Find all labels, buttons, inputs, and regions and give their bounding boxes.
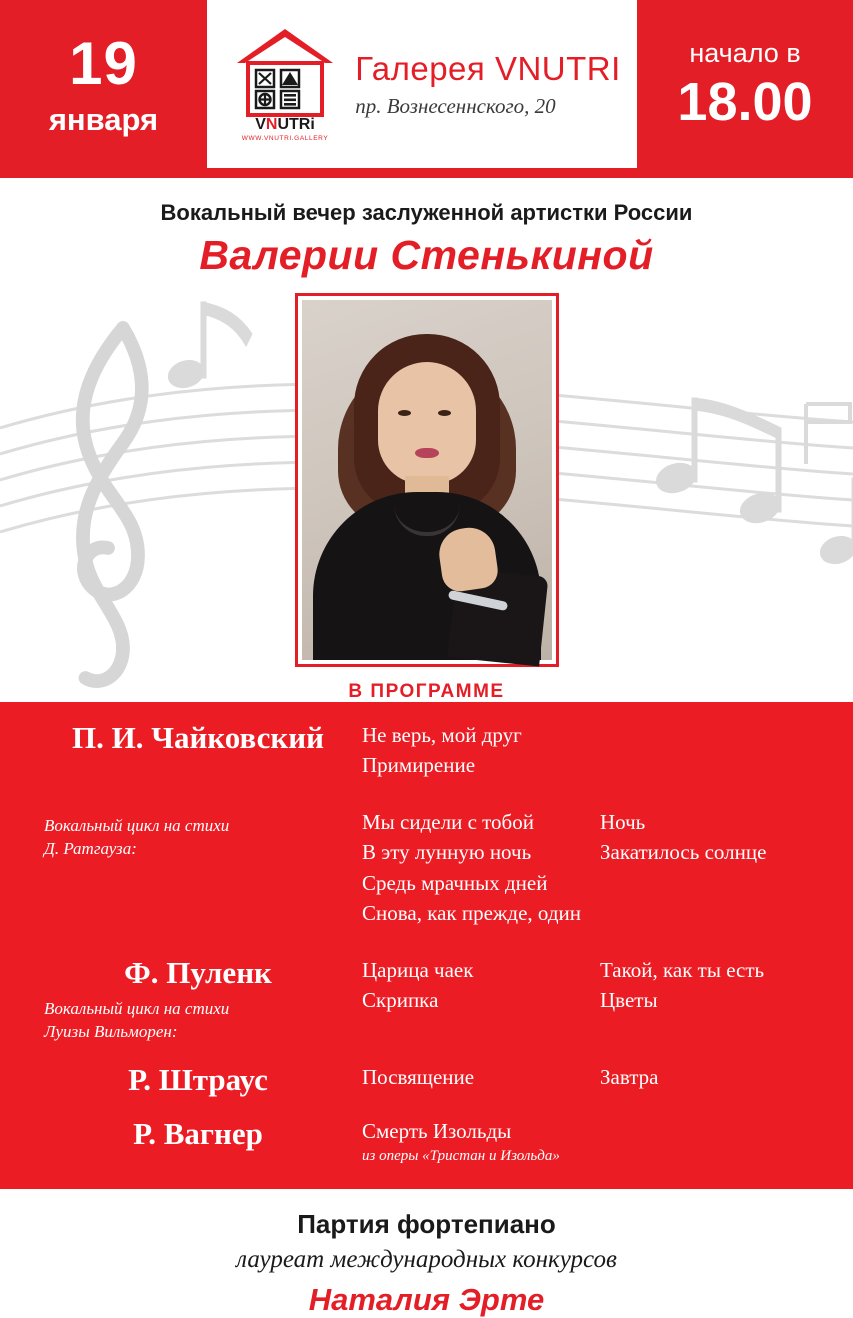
cycle-line: Луизы Вильморен: bbox=[44, 1022, 178, 1042]
composer-name: Р. Вагнер bbox=[133, 1115, 263, 1151]
artist-name: Валерии Стенькиной bbox=[199, 232, 654, 278]
cycle-note bbox=[44, 815, 352, 861]
event-day: 19 bbox=[69, 29, 138, 97]
work-title: Посвящение bbox=[362, 1065, 475, 1090]
program-row bbox=[0, 955, 853, 1045]
composer-name: П. И. Чайковский bbox=[72, 720, 324, 755]
pianist-credentials: лауреат международных конкурсов bbox=[236, 1246, 617, 1274]
venue-name: Галерея VNUTRI bbox=[355, 49, 621, 87]
work-title: Цветы bbox=[600, 988, 658, 1013]
artist-photo bbox=[302, 300, 552, 660]
header-divider bbox=[0, 168, 853, 178]
work-title: Ночь bbox=[600, 809, 646, 834]
start-label: начало в bbox=[689, 37, 801, 68]
start-time: 18.00 bbox=[677, 71, 813, 132]
work-title: Мы сидели с тобой bbox=[362, 809, 534, 834]
cycle-line: Д. Ратгауза: bbox=[44, 838, 137, 858]
event-time-block bbox=[637, 0, 853, 168]
footer-section bbox=[0, 1189, 853, 1318]
work-title: Снова, как прежде, один bbox=[362, 901, 581, 926]
work-title: Не верь, мой друг bbox=[362, 723, 522, 747]
program-row bbox=[0, 720, 853, 781]
venue-address: пр. Вознесеннского, 20 bbox=[355, 93, 556, 118]
cycle-note bbox=[44, 998, 352, 1044]
svg-text:VNUTRi: VNUTRi bbox=[255, 116, 315, 133]
event-month: января bbox=[48, 101, 159, 137]
work-title: Примирение bbox=[362, 753, 476, 778]
intro-section bbox=[0, 178, 853, 702]
cycle-line: Вокальный цикл на стихи bbox=[44, 999, 230, 1019]
pianist-name: Наталия Эрте bbox=[308, 1282, 545, 1318]
work-source-note: из оперы «Тристан и Изольда» bbox=[362, 1148, 560, 1165]
composer-name: Ф. Пуленк bbox=[124, 954, 272, 990]
svg-text:WWW.VNUTRI.GALLERY: WWW.VNUTRI.GALLERY bbox=[241, 135, 329, 142]
program-row bbox=[0, 807, 853, 929]
poster-header bbox=[0, 0, 853, 168]
event-subtitle: Вокальный вечер заслуженной артистки России bbox=[160, 200, 693, 225]
program-row bbox=[0, 1062, 853, 1098]
cycle-line: Вокальный цикл на стихи bbox=[44, 815, 230, 835]
work-title: Закатилось солнце bbox=[600, 840, 767, 865]
program-section bbox=[0, 702, 853, 1189]
work-title: Завтра bbox=[600, 1065, 659, 1090]
work-title: В эту лунную ночь bbox=[362, 840, 532, 865]
artist-photo-frame bbox=[295, 293, 559, 667]
composer-name: Р. Штраус bbox=[128, 1062, 268, 1098]
event-date-block bbox=[0, 0, 207, 168]
work-title: Царица чаек bbox=[362, 957, 474, 982]
piano-part-label: Партия фортепиано bbox=[297, 1209, 556, 1240]
vnutri-logo-icon bbox=[229, 23, 341, 145]
venue-block bbox=[207, 0, 637, 168]
program-row bbox=[0, 1116, 853, 1167]
work-title: Средь мрачных дней bbox=[362, 870, 548, 895]
work-title: Такой, как ты есть bbox=[600, 957, 765, 982]
work-title: Смерть Изольды bbox=[362, 1118, 512, 1143]
work-title: Скрипка bbox=[362, 988, 439, 1013]
program-label: В ПРОГРАММЕ bbox=[348, 681, 505, 702]
